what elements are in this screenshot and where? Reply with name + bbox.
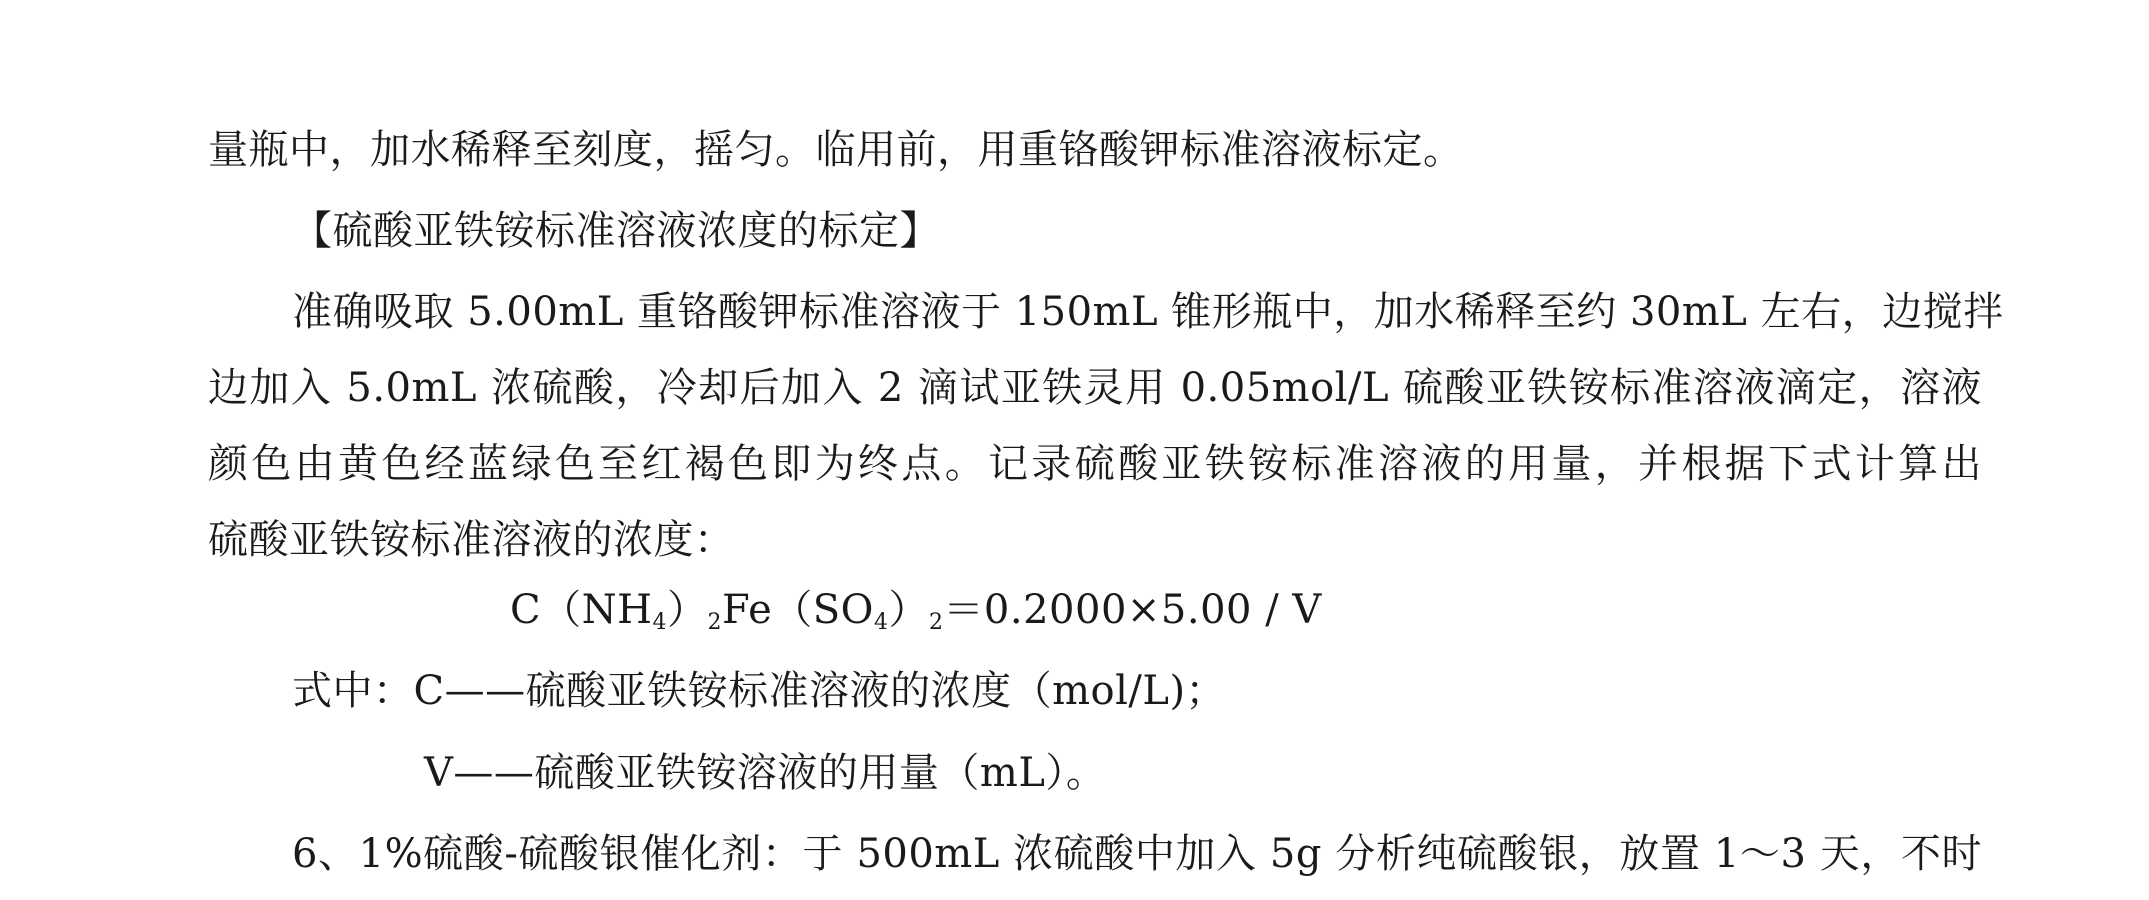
paragraph-line-4: 边加入 5.0mL 浓硫酸，冷却后加入 2 滴试亚铁灵用 0.05mol/L 硫酸亚铁铵标准溶液滴定，溶液 <box>208 365 1982 411</box>
formula-part-5: ＝0.2000×5.00 / V <box>943 587 1322 633</box>
paragraph-line-catalyst: 6、1%硫酸-硫酸银催化剂：于 500mL 浓硫酸中加入 5g 分析纯硫酸银，放置 1～3 天，不时 <box>292 831 1982 877</box>
paragraph-line-3: 准确吸取 5.00mL 重铬酸钾标准溶液于 150mL 锥形瓶中，加水稀释至约 30mL 左右，边搅拌 <box>292 289 2004 335</box>
formula-sub-3: 4 <box>873 610 889 635</box>
formula-part-3: Fe（SO <box>722 587 874 633</box>
variable-definition-v: V——硫酸亚铁铵溶液的用量（mL）。 <box>424 750 1107 796</box>
paragraph-line-5: 颜色由黄色经蓝绿色至红褐色即为终点。记录硫酸亚铁铵标准溶液的用量，并根据下式计算出 <box>208 441 1982 487</box>
formula-sub-2: 2 <box>707 610 722 635</box>
paragraph-line-1: 量瓶中，加水稀释至刻度，摇匀。临用前，用重铬酸钾标准溶液标定。 <box>208 127 1464 173</box>
concentration-formula <box>510 582 1322 651</box>
formula-sub-4: 2 <box>928 610 944 635</box>
formula-part-4: ） <box>888 587 929 633</box>
formula-part-2: ） <box>667 587 708 633</box>
variable-definition-c: 式中：C——硫酸亚铁铵标准溶液的浓度（mol/L)； <box>292 668 1227 714</box>
formula-part-1: C（NH <box>510 587 653 633</box>
formula-sub-1: 4 <box>652 610 667 635</box>
section-heading: 【硫酸亚铁铵标准溶液浓度的标定】 <box>292 208 940 254</box>
paragraph-line-6: 硫酸亚铁铵标准溶液的浓度： <box>208 517 735 563</box>
